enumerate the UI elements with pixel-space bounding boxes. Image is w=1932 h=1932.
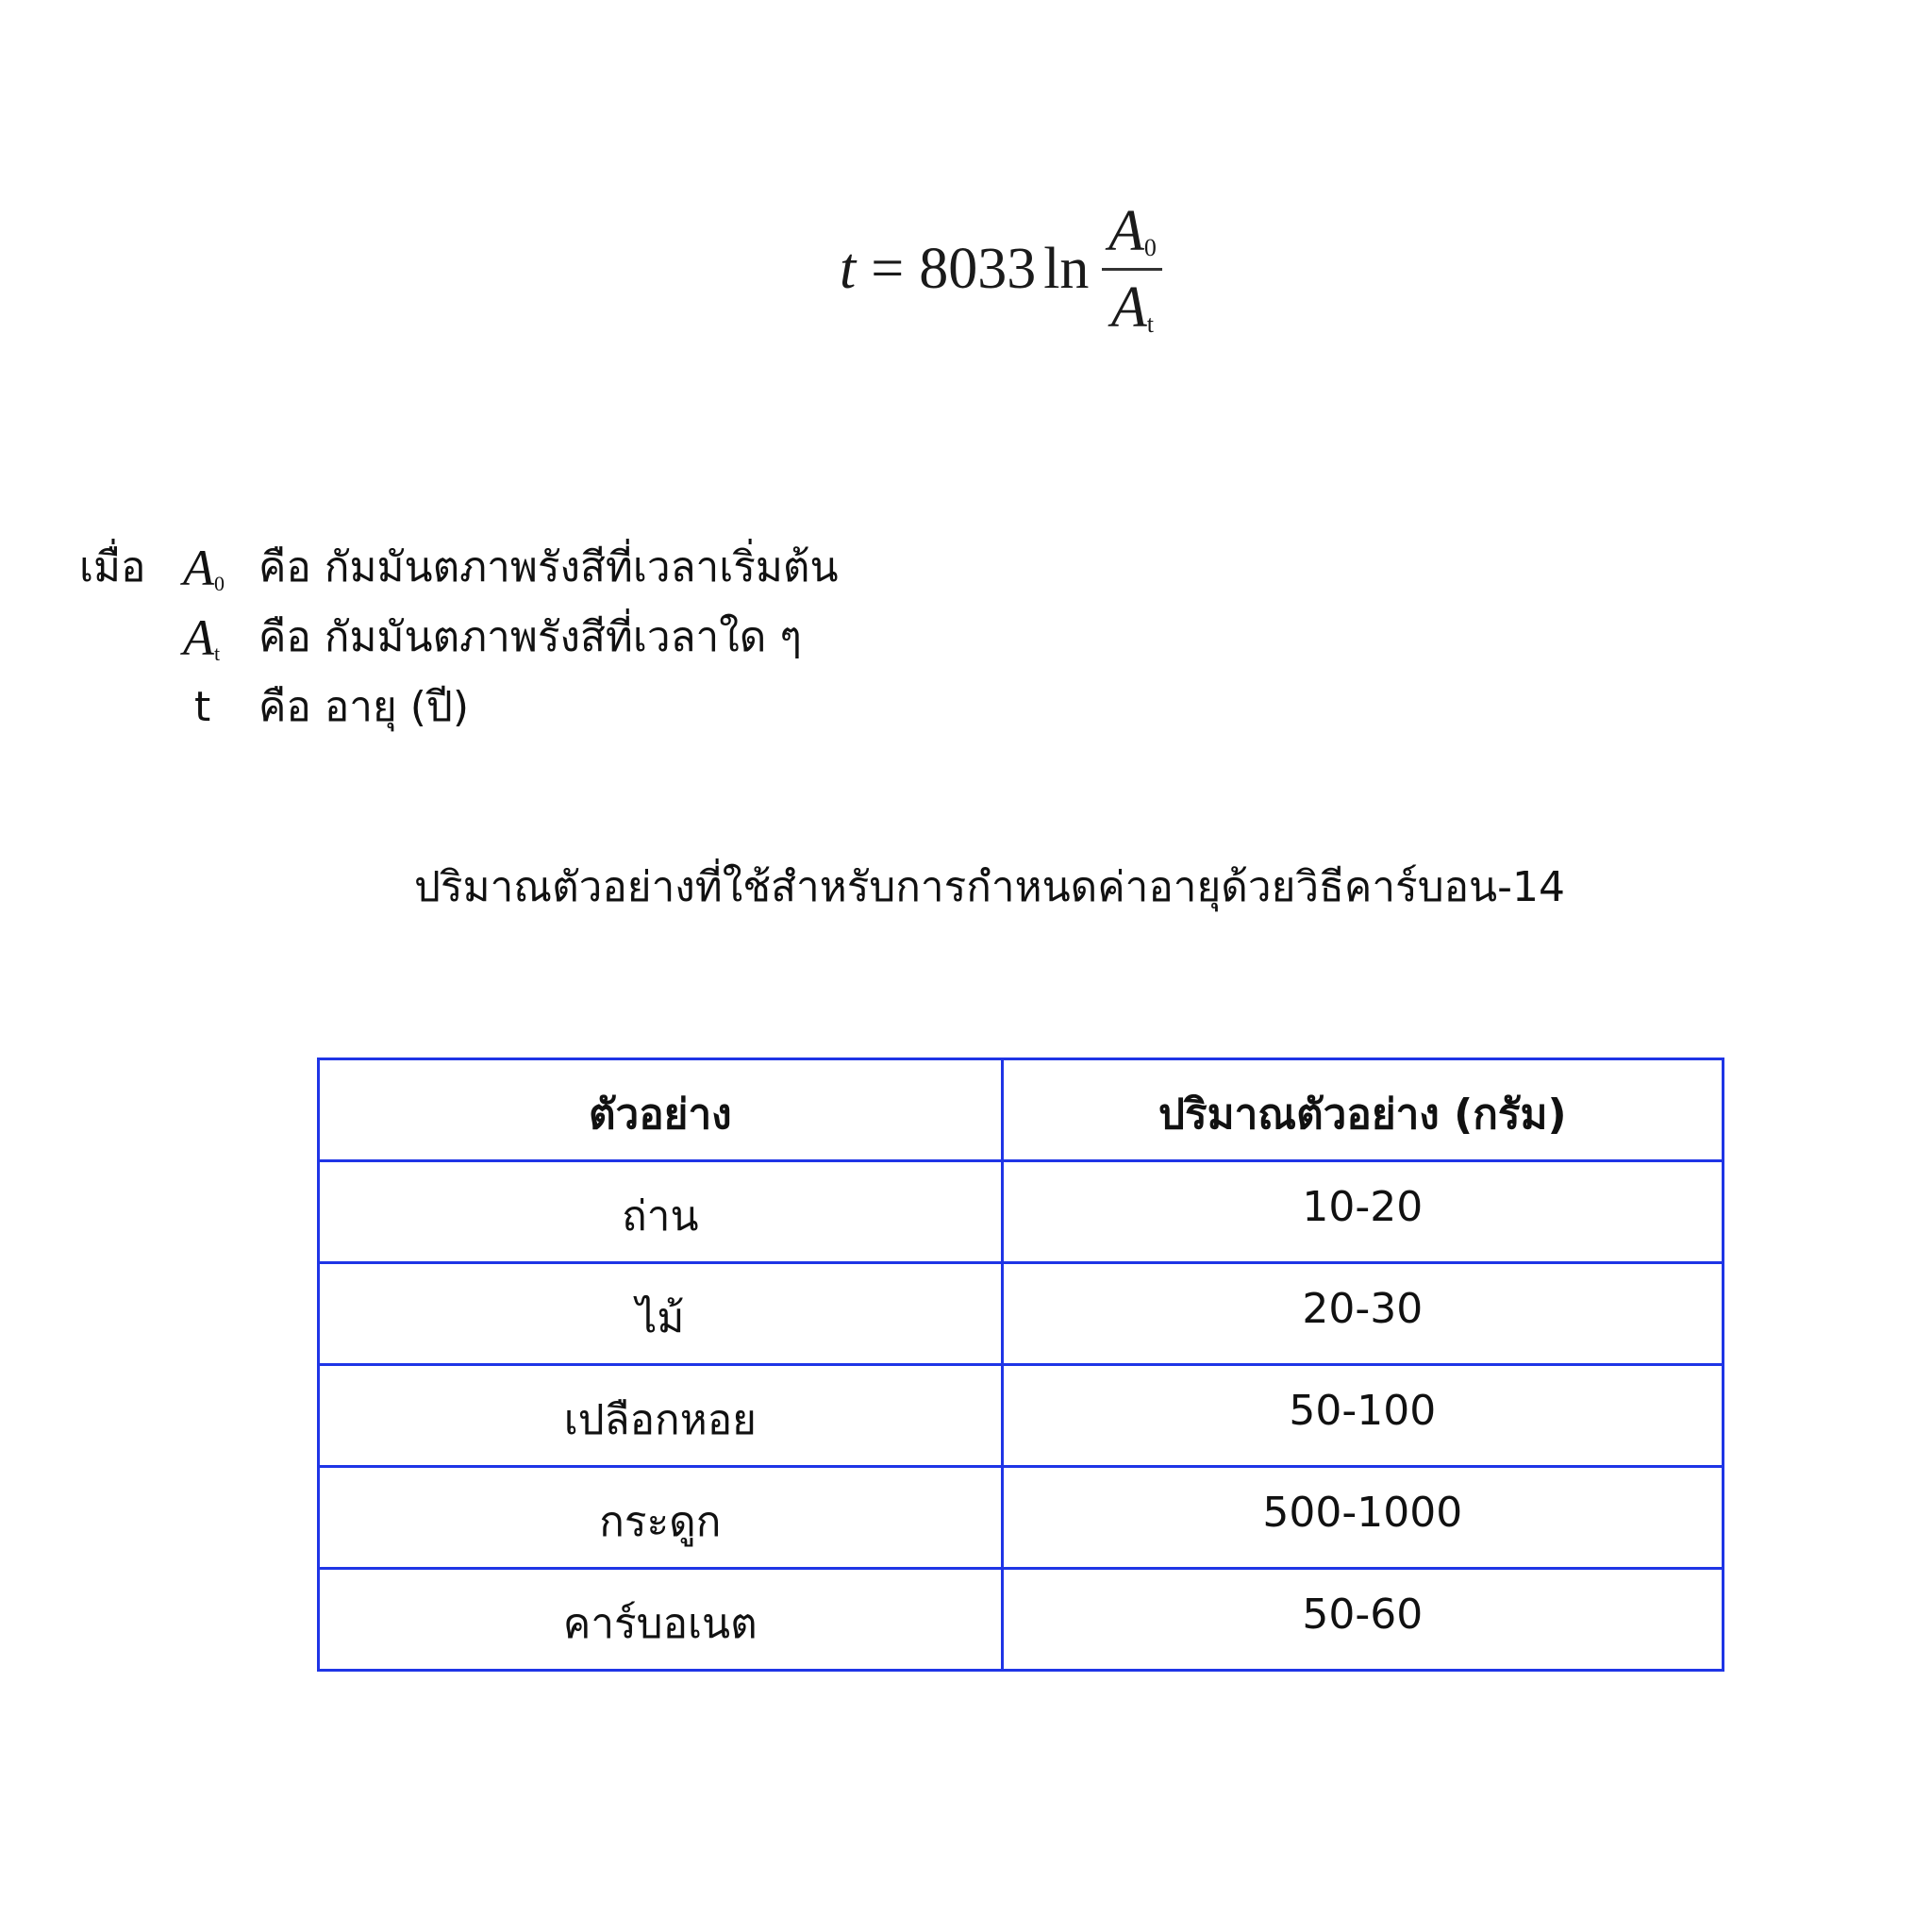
cell-sample: เปลือกหอย [319, 1365, 1003, 1467]
table-row [319, 1161, 1724, 1263]
symbol-letter: A [183, 608, 214, 666]
cell-sample: กระดูก [319, 1467, 1003, 1569]
definition-symbol [183, 539, 258, 596]
table-row [319, 1467, 1724, 1569]
formula-denominator [1106, 275, 1159, 340]
denominator-symbol: A [1110, 275, 1147, 340]
formula-coefficient: 8033 [919, 236, 1037, 301]
fraction-bar [1102, 268, 1162, 271]
header-sample: ตัวอย่าง [319, 1059, 1003, 1161]
definition-row [79, 673, 839, 742]
cell-sample: ถ่าน [319, 1161, 1003, 1263]
numerator-symbol: A [1108, 198, 1144, 263]
age-formula [840, 198, 1162, 340]
table-caption: ปริมาณตัวอย่างที่ใช้สำหรับการกำหนดค่าอายุด้วยวิธีคาร์บอน-14 [414, 863, 1565, 911]
symbol-letter: t [194, 683, 211, 731]
definition-row [79, 533, 839, 603]
definition-symbol [183, 683, 258, 731]
header-quantity: ปริมาณตัวอย่าง (กรัม) [1002, 1059, 1723, 1161]
variable-definitions [79, 533, 839, 742]
definition-symbol [183, 608, 258, 666]
symbol-subscript: 0 [214, 571, 225, 595]
formula-function: ln [1043, 236, 1090, 301]
sample-quantity-table [317, 1058, 1724, 1672]
cell-quantity: 10-20 [1002, 1161, 1723, 1263]
cell-sample: คาร์บอเนต [319, 1569, 1003, 1671]
cell-sample: ไม้ [319, 1263, 1003, 1365]
cell-quantity: 50-60 [1002, 1569, 1723, 1671]
formula-lhs: t [840, 236, 857, 301]
formula-equals: = [871, 236, 905, 301]
denominator-subscript: t [1146, 309, 1154, 338]
table-row [319, 1569, 1724, 1671]
definition-text: คือ กัมมันตภาพรังสีที่เวลาเริ่มต้น [258, 543, 839, 591]
definition-row [79, 603, 839, 673]
definition-text: คือ อายุ (ปี) [258, 683, 470, 731]
numerator-subscript: 0 [1143, 233, 1157, 261]
definition-lead: เมื่อ [79, 543, 146, 591]
table-row [319, 1365, 1724, 1467]
definition-text: คือ กัมมันตภาพรังสีที่เวลาใด ๆ [258, 613, 802, 661]
cell-quantity: 20-30 [1002, 1263, 1723, 1365]
table-header-row [319, 1059, 1724, 1161]
symbol-subscript: t [214, 641, 221, 665]
cell-quantity: 50-100 [1002, 1365, 1723, 1467]
symbol-letter: A [183, 539, 214, 596]
formula-numerator [1103, 198, 1162, 263]
formula-fraction [1102, 198, 1162, 340]
cell-quantity: 500-1000 [1002, 1467, 1723, 1569]
table-row [319, 1263, 1724, 1365]
